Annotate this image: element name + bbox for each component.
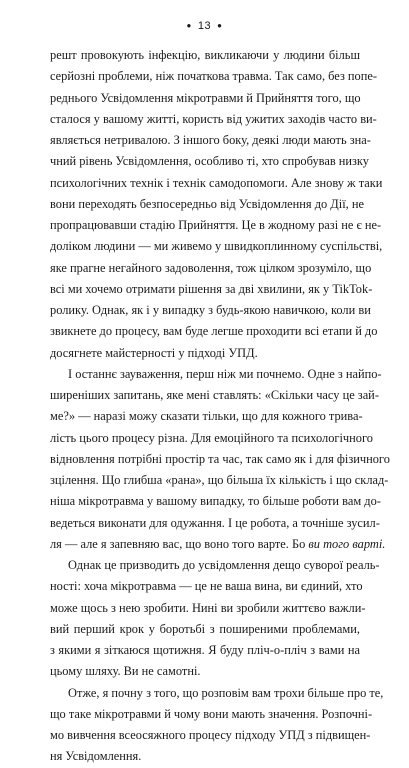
text-line: являється нетривалою. З іншого боку, деякі люди мають зна-: [50, 133, 371, 147]
text-line: психологічних технік і технік самодопомоги. Але знову ж таки: [50, 175, 383, 190]
text-line: всі ми хочемо отримати рішення за дві хвилини, як у TikTok-: [50, 281, 373, 296]
text-line: Однак це призводить до усвідомлення дещо суворої реаль-: [68, 558, 380, 572]
text-line: вий перший крок у боротьбі з поширеними проблемами,: [50, 621, 360, 636]
text-line: може щось з нею зробити. Нині ви зробили життєво важли-: [50, 600, 366, 615]
text-line: що таке мікротравми й чому вони мають значення. Розпочні-: [50, 706, 373, 721]
text-line: пропрацювавши стадію Прийняття. Це в жодному разі не є не-: [50, 218, 382, 232]
text-line: вони переходять безпосередньо від Усвідомлення до Дії, не: [50, 196, 364, 211]
text-line: ніша мікротравма у вашому випадку, то більше роботи вам до-: [50, 494, 381, 509]
text-line: чний рівень Усвідомлення, особливо ті, хто спробував низку: [50, 154, 369, 169]
text-line: досягнете майстерності у підході УПД.: [50, 345, 258, 360]
text-line: лість цього процесу різна. Для емоційного та психологічного: [50, 430, 373, 445]
text-line: решт провокують інфекцію, викликаючи у людини більш: [50, 48, 360, 62]
text-line: цьому шляху. Ви не самотні.: [50, 664, 201, 679]
text-line: Отже, я почну з того, що розповім вам трохи більше про те,: [68, 685, 384, 700]
text-line: І останнє зауваження, перш ніж ми почнемо. Одне з найпо-: [68, 366, 382, 381]
text-line: відновлення потрібні простір та час, так само як і для фізичного: [50, 451, 390, 466]
text-line: доліком людини — ми живемо у швидкоплинному суспільстві,: [50, 239, 383, 254]
text-line: сталося у вашому житті, користь від ужитих заходів часто ви-: [50, 111, 377, 126]
text-line: з якими я зіткаюся щотижня. Я буду пліч-о-пліч з вами на: [50, 643, 360, 657]
text-line: ності: хоча мікротравма — це не ваша вина, ви єдиний, хто: [50, 579, 363, 594]
bullet-right-icon: ●: [217, 21, 223, 30]
text-line: ня Усвідомлення.: [50, 749, 142, 764]
text-line: мо вивчення всеосяжного процесу підходу УПД з підвищен-: [50, 728, 371, 742]
page-header: [0, 20, 409, 32]
text-line: реднього Усвідомлення мікротравми й Прийняття того, що: [50, 90, 361, 105]
text-line: яке прагне негайного задоволення, тож цілком зрозуміло, що: [50, 260, 372, 275]
emphasis-text: ви того варті.: [308, 536, 386, 551]
text-line: ролику. Однак, як і у випадку з будь-якою навичкою, коли ви: [50, 303, 371, 317]
text-line: ведеться виконати для одужання. І це робота, а точніше зусил-: [50, 515, 380, 530]
page-number: 13: [197, 20, 212, 32]
text-line: ширеніших запитань, яке мені ставлять: «Скільки часу це зай-: [50, 388, 379, 402]
text-line: серйозні проблеми, ніж початкова травма. Так само, без попе-: [50, 69, 378, 84]
text-line: зцілення. Що глибша «рана», що більша їх кількість і що склад-: [50, 473, 389, 487]
bullet-left-icon: ●: [186, 21, 192, 30]
text-line: ме?» — наразі можу сказати тільки, що для кожного трива-: [50, 409, 363, 424]
body-text: [50, 45, 390, 768]
text-line: ля — але я запевняю вас, що воно того варте. Бо ви того варті.: [50, 536, 386, 551]
text-line: звикнете до процесу, вам буде легше проходити всі етапи й до: [50, 324, 378, 339]
